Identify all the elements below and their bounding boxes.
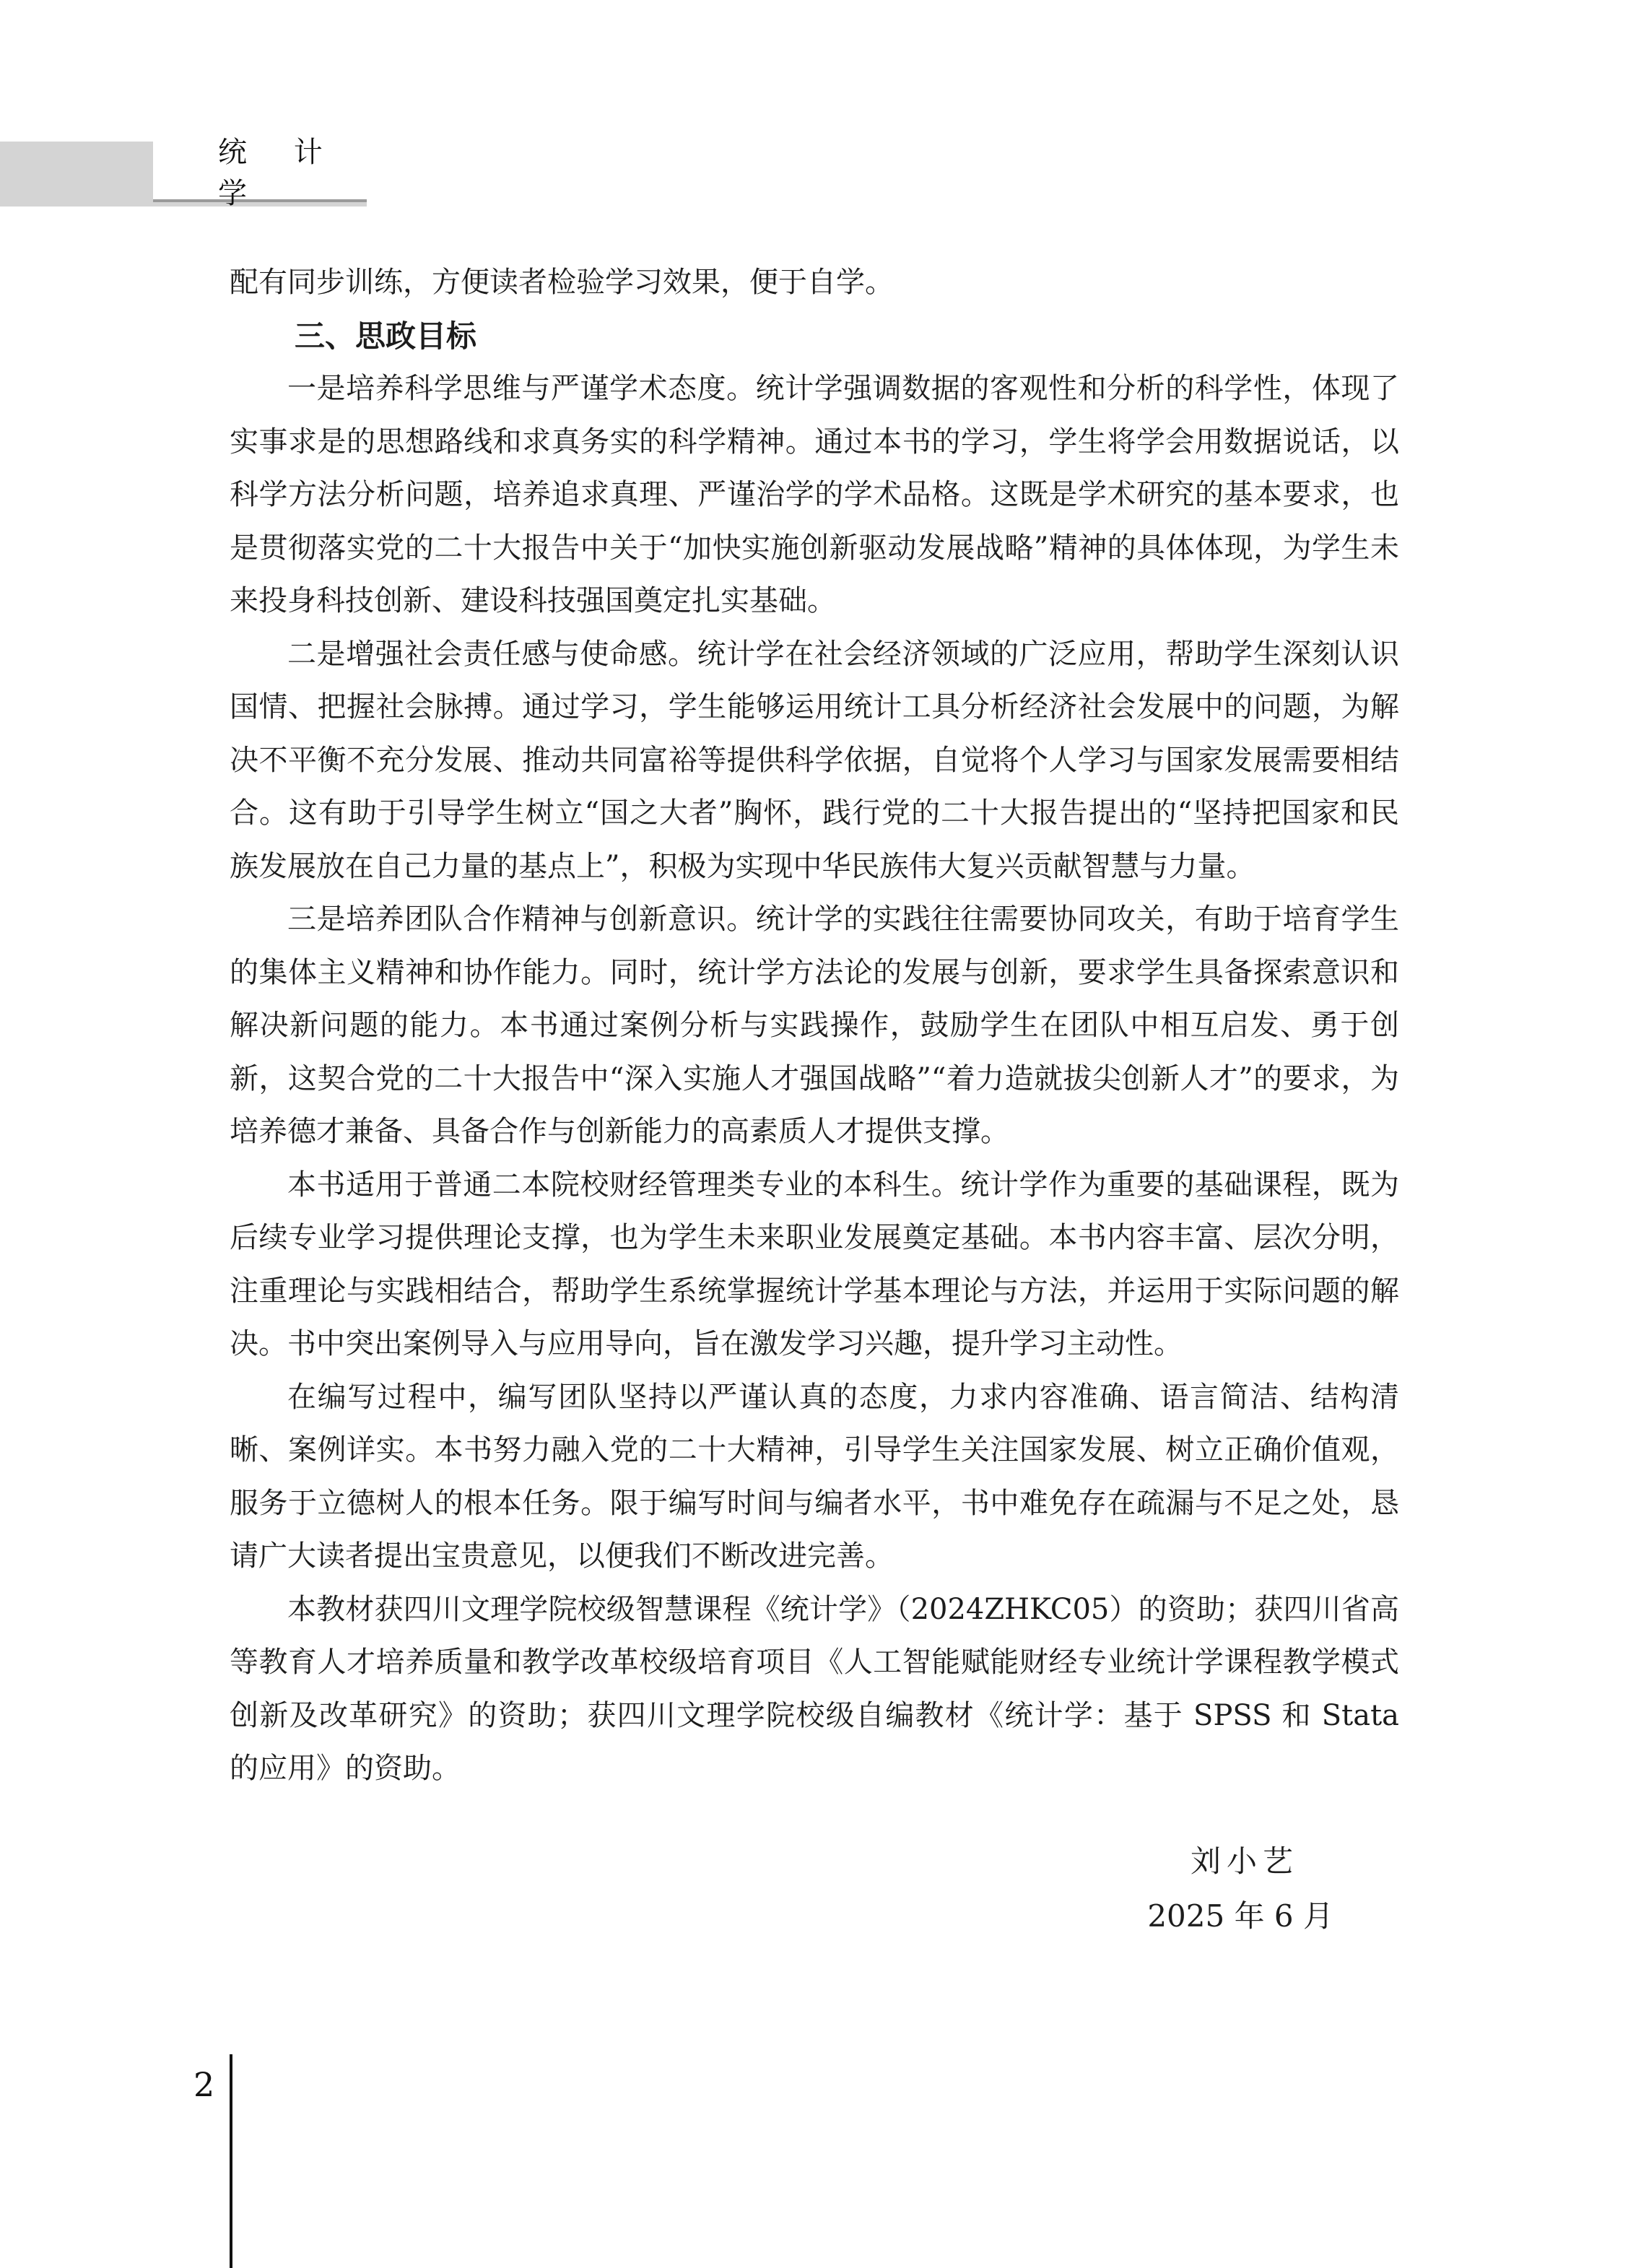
paragraph-goal-2: 二是增强社会责任感与使命感。统计学在社会经济领域的广泛应用，帮助学生深刻认识国情、把握社会脉搏。通过学习，学生能够运用统计工具分析经济社会发展中的问题，为解决不平衡不充分发展、推动共同富裕等提供科学依据，自觉将个人学习与国家发展需要相结合。这有助于引导学生树立“国之大者”胸怀，践行党的二十大报告提出的“坚持把国家和民族发展放在自己力量的基点上”，积极为实现中华民族伟大复兴贡献智慧与力量。 (230, 637, 1399, 883)
folio-rule (230, 2054, 232, 2268)
paragraph-writing-process: 在编写过程中，编写团队坚持以严谨认真的态度，力求内容准确、语言简洁、结构清晰、案例详实。本书努力融入党的二十大精神，引导学生关注国家发展、树立正确价值观，服务于立德树人的根本任务。限于编写时间与编者水平，书中难免存在疏漏与不足之处，恳请广大读者提出宝贵意见，以便我们不断改进完善。 (230, 1380, 1399, 1573)
paragraph-audience: 本书适用于普通二本院校财经管理类专业的本科生。统计学作为重要的基础课程，既为后续专业学习提供理论支撑，也为学生未来职业发展奠定基础。本书内容丰富、层次分明，注重理论与实践相结合，帮助学生系统掌握统计学基本理论与方法，并运用于实际问题的解决。书中突出案例导入与应用导向，旨在激发学习兴趣，提升学习主动性。 (230, 1168, 1399, 1360)
signature-date: 2025 年 6 月 (1147, 1898, 1333, 1934)
author-name: 刘小艺 (1190, 1843, 1299, 1879)
paragraph-goal-1: 一是培养科学思维与严谨学术态度。统计学强调数据的客观性和分析的科学性，体现了实事求是的思想路线和求真务实的科学精神。通过本书的学习，学生将学会用数据说话，以科学方法分析问题，培养追求真理、严谨治学的学术品格。这既是学术研究的基本要求，也是贯彻落实党的二十大报告中关于“加快实施创新驱动发展战略”精神的具体体现，为学生未来投身科技创新、建设科技强国奠定扎实基础。 (230, 372, 1399, 617)
page-number: 2 (193, 2065, 215, 2104)
paragraph-continuation: 配有同步训练，方便读者检验学习效果，便于自学。 (230, 266, 894, 299)
paragraph-goal-3: 三是培养团队合作精神与创新意识。统计学的实践往往需要协同攻关，有助于培育学生的集体主义精神和协作能力。同时，统计学方法论的发展与创新，要求学生具备探索意识和解决新问题的能力。本书通过案例分析与实践操作，鼓励学生在团队中相互启发、勇于创新，这契合党的二十大报告中“深入实施人才强国战略”“着力造就拔尖创新人才”的要求，为培养德才兼备、具备合作与创新能力的高素质人才提供支撑。 (230, 903, 1399, 1148)
running-header (153, 136, 367, 210)
running-title: 统 计 学 (218, 136, 341, 210)
body-text (230, 256, 1399, 1796)
paragraph-funding: 本教材获四川文理学院校级智慧课程《统计学》（2024ZHKC05）的资助；获四川省高等教育人才培养质量和教学改革校级培育项目《人工智能赋能财经专业统计学课程教学模式创新及改革研究》的资助；获四川文理学院校级自编教材《统计学：基于 SPSS 和 Stata 的应用》的资助。 (230, 1592, 1399, 1785)
section-heading: 三、思政目标 (295, 318, 477, 354)
